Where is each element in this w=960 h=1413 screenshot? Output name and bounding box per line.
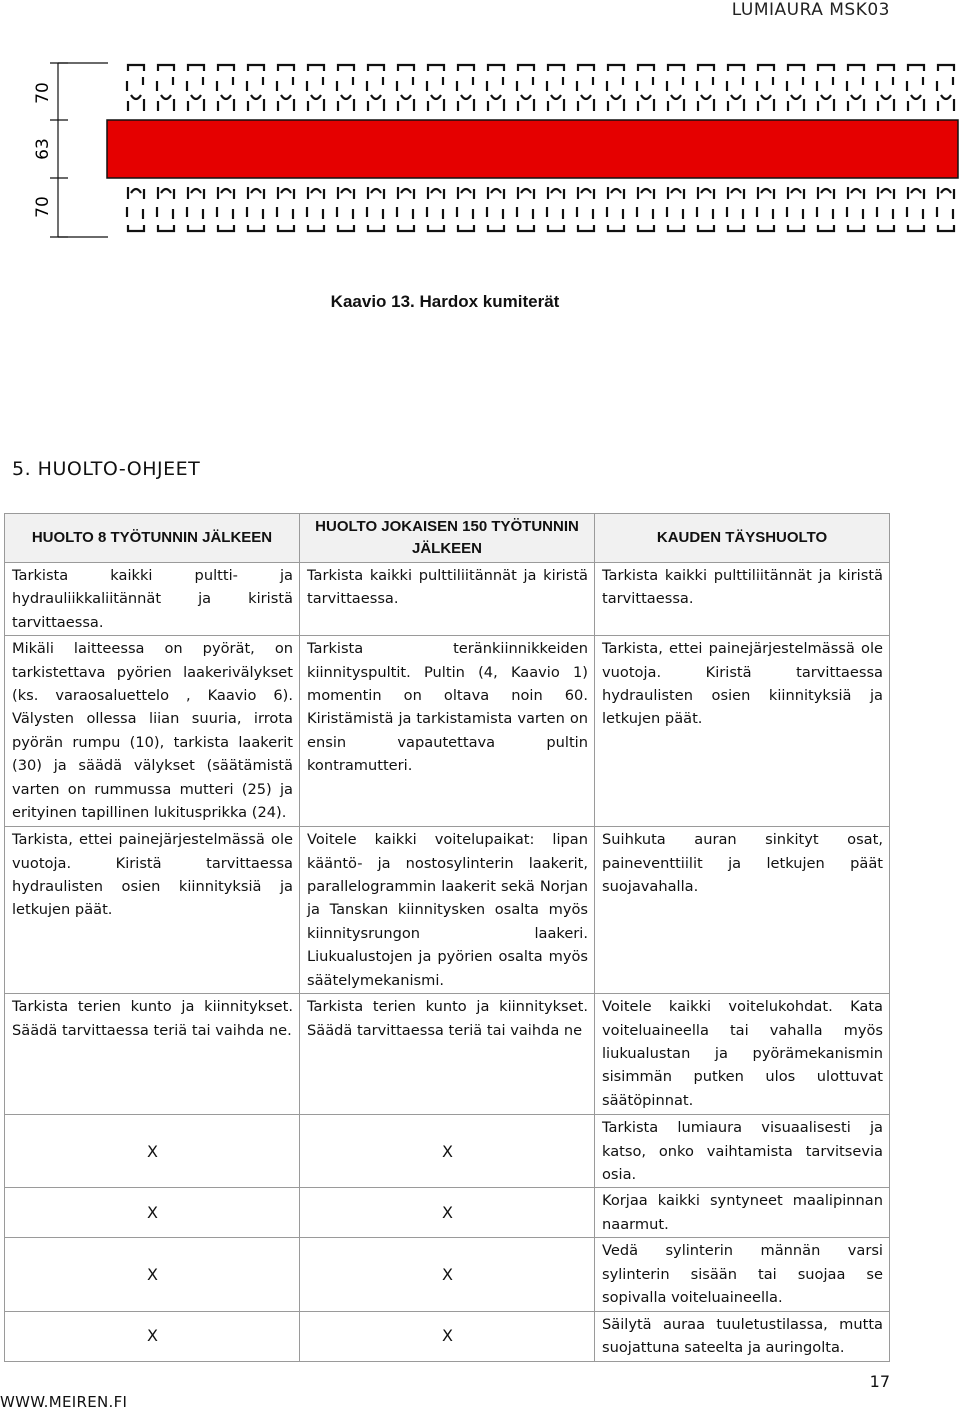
table-row (5, 1238, 890, 1311)
table-cell: X (5, 1188, 300, 1238)
table-row (5, 994, 890, 1115)
dimension-label-middle: 63 (33, 138, 53, 160)
table-cell: Vedä sylinterin männän varsi sylinterin sisään tai suojaa se sopivalla voiteluaineella. (595, 1238, 890, 1311)
table-cell: X (300, 1238, 595, 1311)
table-cell: X (300, 1115, 595, 1188)
table-row (5, 827, 890, 994)
table-cell: Tarkista terien kunto ja kiinnitykset. Säädä tarvittaessa teriä tai vaihda ne (300, 994, 595, 1115)
table-cell: Suihkuta auran sinkityt osat, paineventtiilit ja letkujen päät suojavahalla. (595, 827, 890, 994)
header-150-hours: HUOLTO JOKAISEN 150 TYÖTUNNIN JÄLKEEN (300, 514, 595, 563)
table-cell: Tarkista, ettei painejärjestelmässä ole vuotoja. Kiristä tarvittaessa hydraulisten osien kiinnityksiä ja letkujen päät. (5, 827, 300, 994)
table-row (5, 563, 890, 636)
table-cell: X (300, 1311, 595, 1361)
table-cell: X (5, 1311, 300, 1361)
header-season: KAUDEN TÄYSHUOLTO (595, 514, 890, 563)
table-row (5, 1115, 890, 1188)
dimension-label-bottom: 70 (33, 196, 53, 218)
table-row (5, 636, 890, 827)
rubber-pattern-bottom (127, 187, 954, 231)
figure-caption: Kaavio 13. Hardox kumiterät (330, 292, 560, 311)
dimension-label-top: 70 (33, 82, 53, 104)
table-cell: Korjaa kaikki syntyneet maalipinnan naarmut. (595, 1188, 890, 1238)
table-cell: Voitele kaikki voitelukohdat. Kata voiteluaineella tai vahalla myös liukualustan ja pyörämekanismin sisimmän putken ulos ulottuvat säätöpinnat. (595, 994, 890, 1115)
table-cell: X (5, 1115, 300, 1188)
section-heading: 5. HUOLTO-OHJEET (12, 458, 201, 480)
table-cell: Tarkista kaikki pulttiliitännät ja kiristä tarvittaessa. (595, 563, 890, 636)
table-cell: Tarkista lumiaura visuaalisesti ja katso, onko vaihtamista tarvitsevia osia. (595, 1115, 890, 1188)
table-cell: Mikäli laitteessa on pyörät, on tarkistettava pyörien laakerivälykset (ks. varaosaluettelo , Kaavio 6). Välysten ollessa liian suuria, irrota pyörän rumpu (10), tarkista laakerit (30) ja säädä välykset (säätämistä varten on rummussa mutteri (25) ja erityinen tapillinen lukitusprikka (24). (5, 636, 300, 827)
blade-profile-diagram (28, 55, 960, 245)
maintenance-table (4, 513, 890, 1362)
table-cell: Tarkista kaikki pulttiliitännät ja kiristä tarvittaessa. (300, 563, 595, 636)
table-cell: Voitele kaikki voitelupaikat: lipan kääntö- ja nostosylinterin laakerit, parallelogrammin laakerit sekä Norjan ja Tanskan kiinnitysken osalta myös kiinnitysrungon laakeri. Liukualustojen ja pyörien osalta myös säätelymekanismi. (300, 827, 595, 994)
footer-url: WWW.MEIREN.FI (0, 1393, 128, 1411)
table-cell: Säilytä auraa tuuletustilassa, mutta suojattuna sateelta ja auringolta. (595, 1311, 890, 1361)
table-cell: Tarkista terien kunto ja kiinnitykset. Säädä tarvittaessa teriä tai vaihda ne. (5, 994, 300, 1115)
table-cell: Tarkista teränkiinnikkeiden kiinnityspultit. Pultin (4, Kaavio 1) momentin on oltava noin 60. Kiristämistä ja tarkistamista varten on ensin vapautettava pultin kontramutteri. (300, 636, 595, 827)
table-cell: X (300, 1188, 595, 1238)
table-row (5, 1188, 890, 1238)
header-8-hours: HUOLTO 8 TYÖTUNNIN JÄLKEEN (5, 514, 300, 563)
table-cell: X (5, 1238, 300, 1311)
page-number: 17 (869, 1372, 890, 1391)
table-cell: Tarkista kaikki pultti- ja hydrauliikkaliitännät ja kiristä tarvittaessa. (5, 563, 300, 636)
table-header-row (5, 514, 890, 563)
rubber-pattern-top (127, 65, 954, 111)
table-row (5, 1311, 890, 1361)
document-header-title: LUMIAURA MSK03 (731, 0, 890, 20)
table-cell: Tarkista, ettei painejärjestelmässä ole vuotoja. Kiristä tarvittaessa hydraulisten osien kiinnityksiä ja letkujen päät. (595, 636, 890, 827)
steel-blade-band (107, 120, 958, 178)
